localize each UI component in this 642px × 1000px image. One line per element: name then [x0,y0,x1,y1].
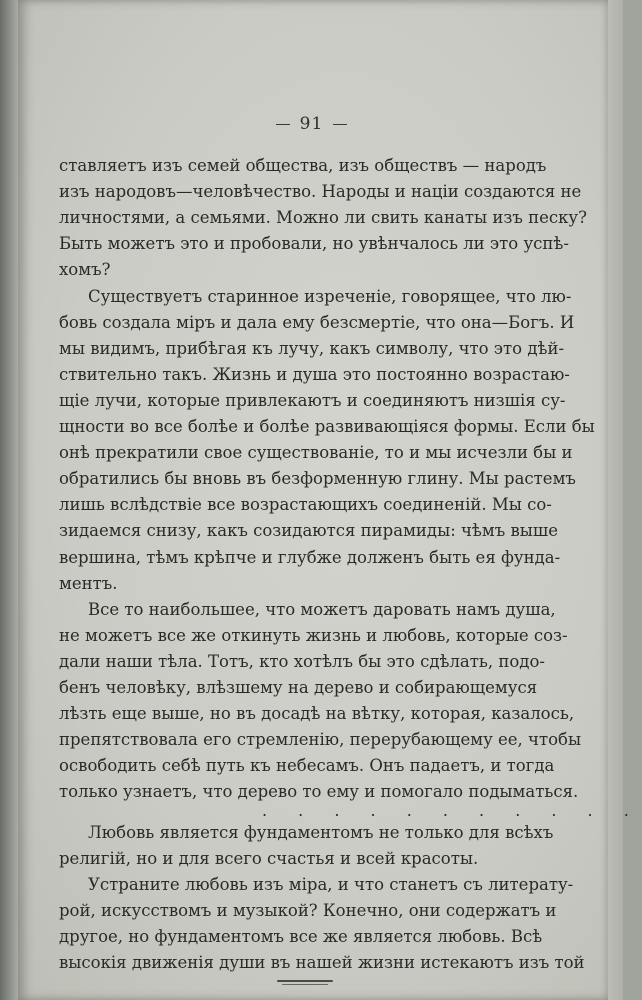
text-line: другое, но фундаментомъ все же является любовь. Всѣ [59,927,543,946]
text-line: обратились бы вновь въ безформенную глину. Мы растемъ [59,469,576,488]
text-line: хомъ? [59,260,111,279]
text-line: ментъ. [59,574,118,593]
page-number-value: 91 [299,114,324,134]
footer-rule-underline [282,984,328,985]
text-line: Существуетъ старинное изреченіе, говорящее, что лю- [88,287,572,306]
text-line: ставляетъ изъ семей общества, изъ обществъ — народъ [59,156,547,175]
text-line: личностями, а семьями. Можно ли свить канаты изъ песку? [59,208,587,227]
text-line: изъ народовъ—человѣчество. Народы и націи создаются не [59,182,582,201]
text-line: мы видимъ, прибѣгая къ лучу, какъ символу, что это дѣй- [59,339,565,358]
text-line: лѣзть еще выше, но въ досадѣ на вѣтку, которая, казалось, [59,704,575,723]
text-line: только узнаетъ, что дерево то ему и помогало подыматься. [59,782,579,801]
text-line: Быть можетъ это и пробовали, но увѣнчалось ли это успѣ- [59,234,569,253]
text-line: онѣ прекратили свое существованіе, то и мы исчезли бы и [59,443,573,462]
text-line: бовь создала міръ и дала ему безсмертіе, что она—Богъ. И [59,313,575,332]
text-line: рой, искусствомъ и музыкой? Конечно, они содержатъ и [59,901,557,920]
text-line: щности во все болѣе и болѣе развивающіяся формы. Если бы [59,417,595,436]
text-line: высокія движенія души въ нашей жизни истекаютъ изъ той [59,953,585,972]
text-line: лишь вслѣдствіе все возрастающихъ соединеній. Мы со- [59,495,552,514]
text-line: Любовь является фундаментомъ не только для всѣхъ [88,823,554,842]
text-line: препятствовала его стремленію, перерубающему ее, чтобы [59,730,582,749]
text-line: щіе лучи, которые привлекаютъ и соединяютъ низшія су- [59,391,566,410]
text-line: религій, но и для всего счастья и всей красоты. [59,849,479,868]
text-line: бенъ человѣку, влѣзшему на дерево и собирающемуся [59,678,538,697]
text-line: вершина, тѣмъ крѣпче и глубже долженъ быть ея фунда- [59,548,561,567]
text-line: зидаемся снизу, какъ созидаются пирамиды: чѣмъ выше [59,521,558,540]
text-line: Устраните любовь изъ міра, и что станетъ съ литерату- [88,875,574,894]
footer-rule [277,980,333,982]
text-line: не можетъ все же откинуть жизнь и любовь, которые соз- [59,626,568,645]
text-line: освободить себѣ путь къ небесамъ. Онъ падаетъ, и тогда [59,756,555,775]
text-line: дали наши тѣла. Тотъ, кто хотѣлъ бы это сдѣлать, подо- [59,652,545,671]
text-line: ствительно такъ. Жизнь и душа это постоянно возрастаю- [59,365,570,384]
text-line: Все то наибольшее, что можетъ даровать намъ душа, [88,600,556,619]
section-separator-dots: . . . . . . . . . . . [262,801,642,820]
